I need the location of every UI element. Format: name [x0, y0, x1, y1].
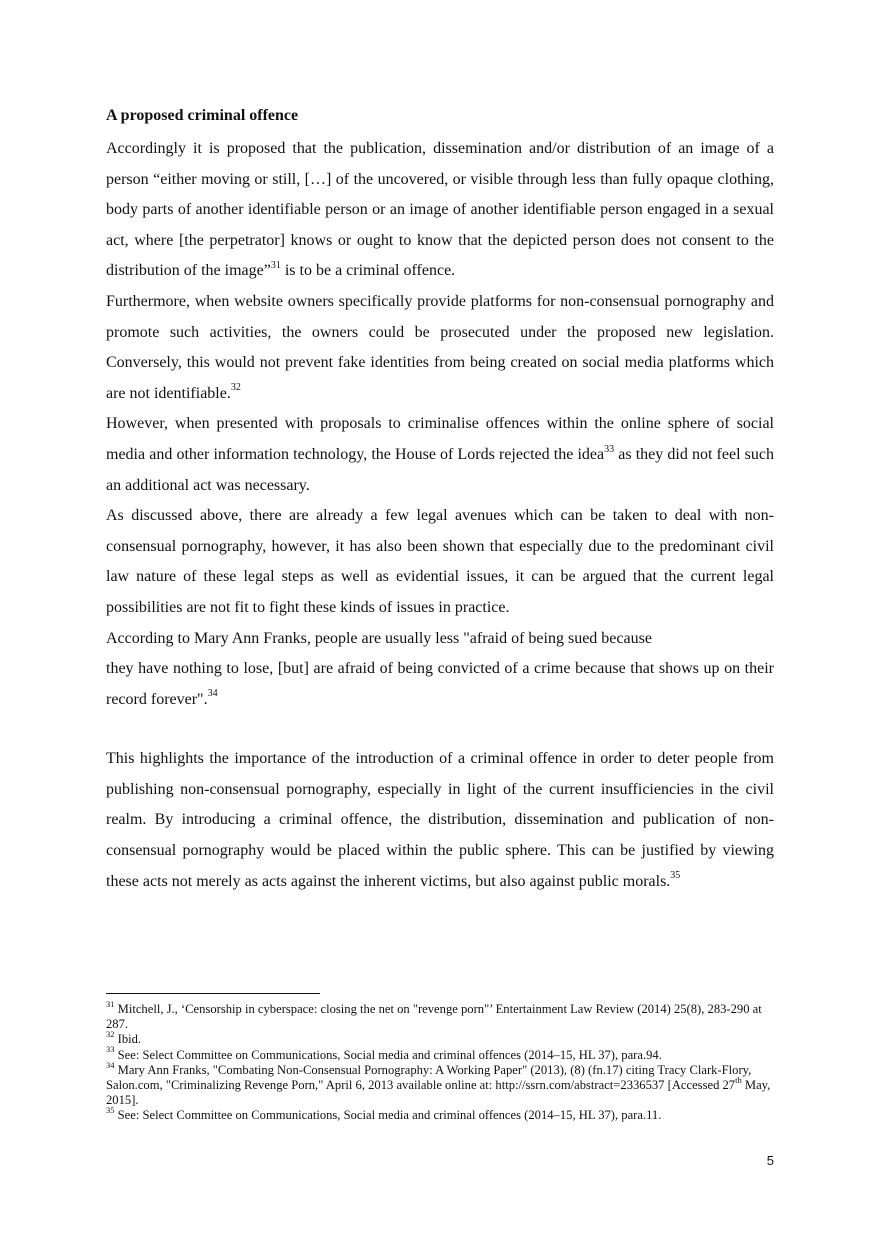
footnote-number: 34	[106, 1059, 115, 1070]
footnote-separator	[106, 993, 320, 994]
paragraph-franks-quote	[106, 654, 774, 715]
footnote-number: 33	[106, 1044, 115, 1055]
paragraph-website-owners	[106, 287, 774, 409]
footnote-ref-35: 35	[670, 870, 681, 882]
footnote-35	[106, 1105, 774, 1123]
paragraph-franks-intro	[106, 624, 774, 655]
paragraph-house-of-lords	[106, 409, 774, 501]
ordinal-suffix: th	[735, 1074, 742, 1085]
paragraph-text: According to Mary Ann Franks, people are usually less "afraid of being sued because	[106, 629, 652, 647]
footnote-ref-33: 33	[604, 443, 615, 455]
paragraph-text-cont: as they did not feel such an additional act was necessary.	[106, 445, 774, 494]
footnote-text: See: Select Committee on Communications, Social media and criminal offences (2014–15, HL 37), para.94.	[114, 1047, 662, 1062]
footnote-text: Mitchell, J., ‘Censorship in cyberspace: closing the net on "revenge porn"’ Entertainment Law Review (2014) 25(8), 283-290 at 287.	[106, 1002, 762, 1032]
paragraph-text: As discussed above, there are already a few legal avenues which can be taken to deal with non-consensual pornography, however, it has also been shown that especially due to the predominant civil law nature of these legal steps as well as evidential issues, it can be argued that the current legal possibilities are not fit to fight these kinds of issues in practice.	[106, 507, 774, 616]
section-heading: A proposed criminal offence	[106, 107, 299, 124]
body-text	[106, 104, 774, 897]
paragraph-text: Furthermore, when website owners specifically provide platforms for non-consensual pornography and promote such activities, the owners could be prosecuted under the proposed new legislation. Conversely, this would not prevent fake identities from being created on social media platforms which are not identifiable.	[106, 292, 774, 402]
paragraph-text-cont: is to be a criminal offence.	[280, 262, 456, 280]
footnote-text: Ibid.	[114, 1032, 142, 1047]
footnote-number: 31	[106, 998, 115, 1009]
paragraph-text: they have nothing to lose, [but] are afraid of being convicted of a crime because that shows up on their record forever".	[106, 660, 774, 708]
footnote-32	[106, 1029, 774, 1047]
footnote-number: 35	[106, 1105, 115, 1116]
footnote-ref-32: 32	[230, 382, 241, 394]
footnotes	[106, 998, 774, 1124]
paragraph-text: However, when presented with proposals to criminalise offences within the online sphere of social media and other information technology, the House of Lords rejected the idea	[106, 415, 774, 463]
paragraph-text: Accordingly it is proposed that the publication, dissemination and/or distribution of an image of a person “either moving or still, […] of the uncovered, or visible through less than fully opaque clothing, body parts of another identifiable person or an image of another identifiable person engaged in a sexual act, where [the perpetrator] knows or ought to know that the depicted person does not consent to the distribution of the image”	[106, 140, 774, 280]
footnote-text: Mary Ann Franks, "Combating Non-Consensual Pornography: A Working Paper" (2013), (8) (fn.17) citing Tracy Clark-Flory, Salon.com, "Criminalizing Revenge Porn," April 6, 2013 available online at: http://ssrn.com/abstract=2336537 [Accessed 27	[106, 1062, 752, 1093]
paragraph-proposal	[106, 134, 774, 287]
footnote-text-cont: May, 2015].	[106, 1078, 771, 1108]
footnote-34	[106, 1059, 774, 1109]
footnote-31	[106, 998, 774, 1032]
paragraph-importance	[106, 744, 774, 897]
footnote-text: See: Select Committee on Communications, Social media and criminal offences (2014–15, HL 37), para.11.	[114, 1108, 662, 1123]
page-number: 5	[766, 1153, 774, 1168]
paragraph-legal-avenues	[106, 501, 774, 623]
paragraph-text: This highlights the importance of the introduction of a criminal offence in order to deter people from publishing non-consensual pornography, especially in light of the current insufficiencies in the civil realm. By introducing a criminal offence, the distribution, dissemination and publication of non-consensual pornography would be placed within the public sphere. This can be justified by viewing these acts not merely as acts against the inherent victims, but also against public morals.	[106, 750, 774, 890]
footnote-ref-31: 31	[270, 260, 281, 272]
paragraph-spacer	[106, 715, 774, 744]
footnote-33	[106, 1044, 774, 1063]
footnote-ref-34: 34	[207, 688, 218, 700]
footnote-number: 32	[106, 1029, 115, 1040]
